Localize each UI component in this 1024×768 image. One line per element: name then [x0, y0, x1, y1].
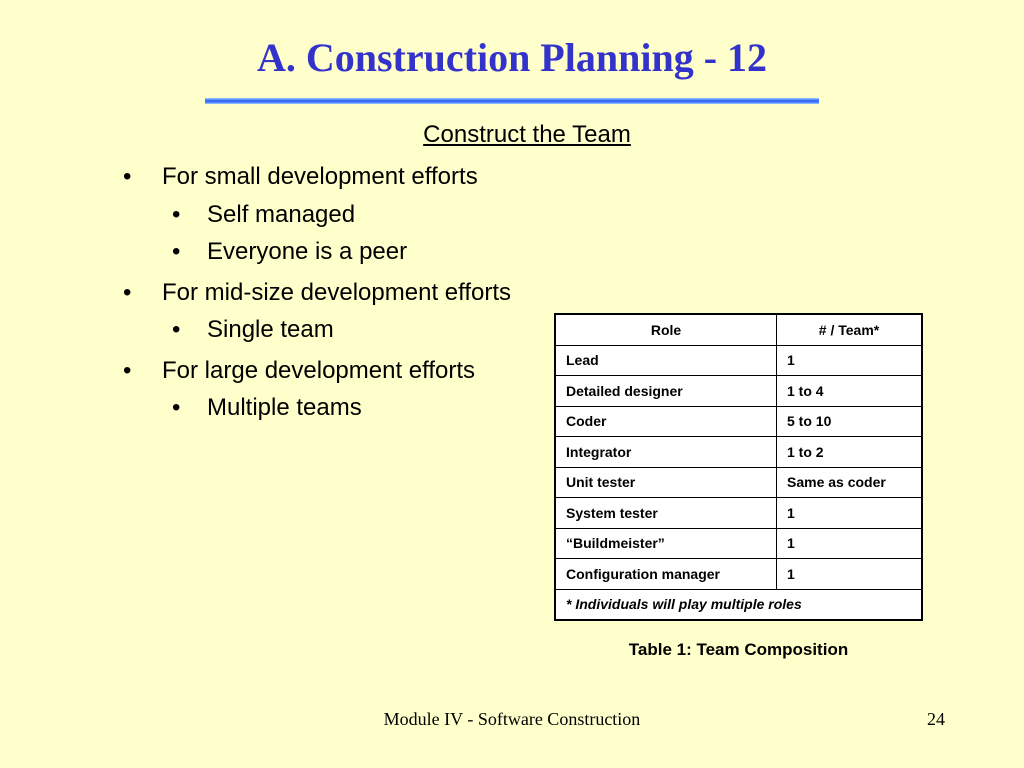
bullet-icon: •: [172, 316, 181, 343]
bullet-text: For large development efforts: [162, 357, 476, 384]
bullet-icon: •: [172, 394, 181, 421]
bullet-icon: •: [123, 357, 132, 384]
table-row: [555, 376, 922, 407]
table-cell-role: Integrator: [555, 437, 777, 468]
table-row: [555, 345, 922, 376]
table-note-row: [555, 589, 922, 620]
page-number: 24: [927, 709, 945, 729]
table-cell-count: 1: [777, 345, 923, 376]
table-header-count: # / Team*: [777, 314, 923, 345]
table-row: [555, 559, 922, 590]
table-caption: Table 1: Team Composition: [628, 640, 849, 659]
bullet-icon: •: [172, 201, 181, 228]
title-divider: [205, 98, 819, 104]
table-cell-role: Configuration manager: [555, 559, 777, 590]
slide-title: A. Construction Planning - 12: [256, 35, 768, 80]
footer-text: Module IV - Software Construction: [383, 709, 641, 729]
table-cell-count: 1: [777, 528, 923, 559]
table-row: [555, 406, 922, 437]
bullet-text: For small development efforts: [162, 163, 478, 190]
table-cell-role: “Buildmeister”: [555, 528, 777, 559]
slide-subtitle: Construct the Team: [423, 121, 631, 148]
bullet-icon: •: [123, 279, 132, 306]
table-header-row: [555, 314, 922, 345]
table-row: [555, 528, 922, 559]
table-cell-count: 1: [777, 498, 923, 529]
bullet-icon: •: [123, 163, 132, 190]
table-row: [555, 437, 922, 468]
sub-bullet-text: Self managed: [207, 201, 356, 228]
sub-bullet-text: Multiple teams: [207, 394, 362, 421]
table-cell-role: Lead: [555, 345, 777, 376]
table-footnote: * Individuals will play multiple roles: [555, 589, 922, 620]
bullet-text: For mid-size development efforts: [162, 279, 512, 306]
table-cell-count: 1 to 2: [777, 437, 923, 468]
table-cell-role: Coder: [555, 406, 777, 437]
bullet-icon: •: [172, 238, 181, 265]
table-cell-count: 5 to 10: [777, 406, 923, 437]
team-composition-table: [554, 313, 923, 621]
table-cell-count: 1 to 4: [777, 376, 923, 407]
table-row: [555, 498, 922, 529]
sub-bullet-text: Single team: [207, 316, 334, 343]
sub-bullet-text: Everyone is a peer: [207, 238, 408, 265]
table-cell-role: Detailed designer: [555, 376, 777, 407]
table-cell-count: 1: [777, 559, 923, 590]
table-row: [555, 467, 922, 498]
table-cell-role: Unit tester: [555, 467, 777, 498]
table-header-role: Role: [555, 314, 777, 345]
table-cell-count: Same as coder: [777, 467, 923, 498]
table-cell-role: System tester: [555, 498, 777, 529]
